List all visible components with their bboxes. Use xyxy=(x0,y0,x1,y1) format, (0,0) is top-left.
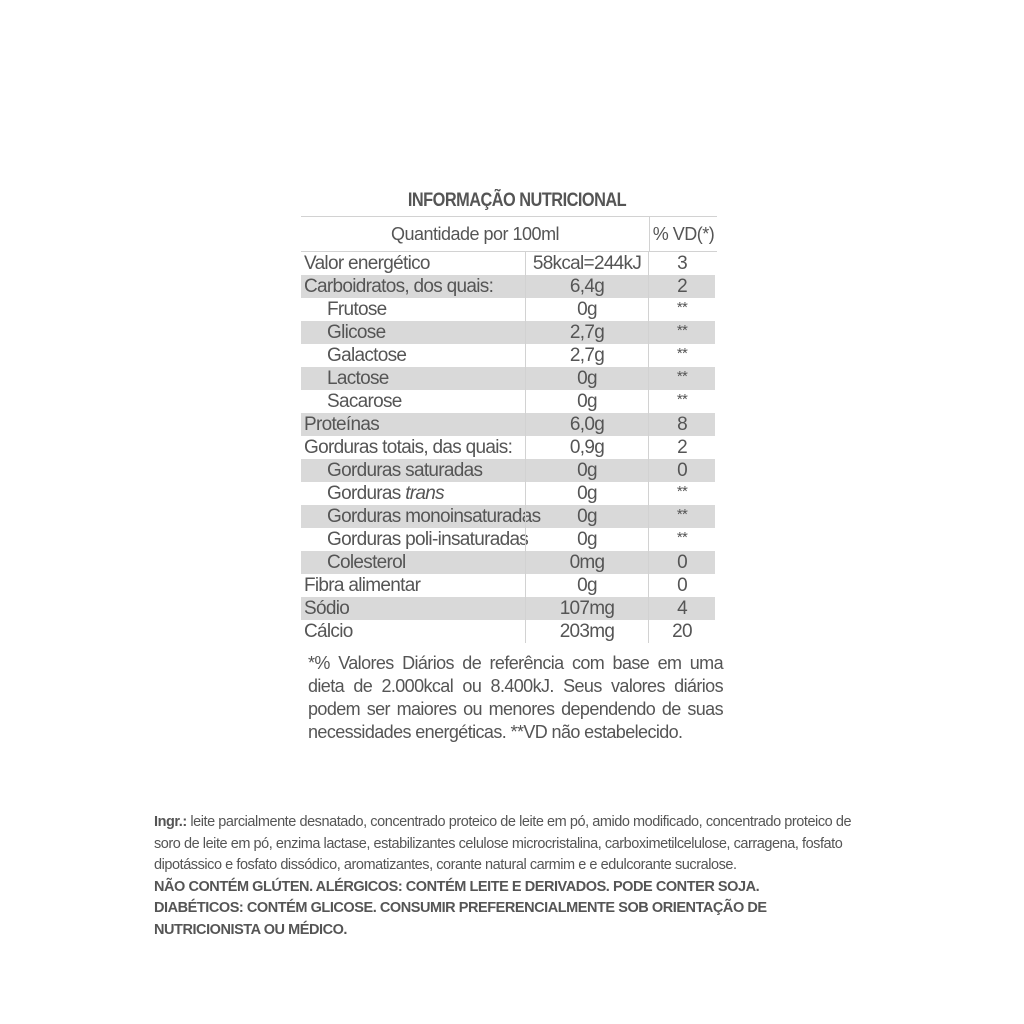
nutrient-name xyxy=(301,390,525,413)
ingredients-block xyxy=(154,812,874,941)
nutrient-vd: 8 xyxy=(677,414,687,435)
nutrient-name xyxy=(301,574,525,597)
nutrient-label: Cálcio xyxy=(304,621,353,642)
ingredients-label: Ingr.: xyxy=(154,814,187,830)
nutrient-label: Gorduras xyxy=(327,483,406,504)
nutrient-label: Gorduras saturadas xyxy=(327,460,483,481)
nutrient-label: Galactose xyxy=(327,345,407,366)
nutrient-vd: 0 xyxy=(677,460,687,481)
table-header xyxy=(301,216,717,252)
nutrient-amount: 2,7g xyxy=(525,344,649,367)
nutrient-vd: 2 xyxy=(677,276,687,297)
nutrient-name xyxy=(301,597,525,620)
nutrient-name xyxy=(301,298,525,321)
nutrient-amount: 2,7g xyxy=(525,321,649,344)
nutrient-vd: ** xyxy=(676,299,688,316)
vd-footnote: *% Valores Diários de referência com base em uma dieta de 2.000kcal ou 8.400kJ. Seus valores diários podem ser maiores ou menores dependendo de suas necessidades energéticas. **VD não estabelecido. xyxy=(308,653,723,742)
nutrient-name xyxy=(301,275,525,298)
nutrient-vd: 4 xyxy=(677,598,687,619)
nutrient-amount: 6,4g xyxy=(525,275,649,298)
nutrient-name xyxy=(301,505,541,528)
nutrient-label: Gorduras monoinsaturadas xyxy=(327,506,541,527)
nutrient-label: Proteínas xyxy=(304,414,380,435)
nutrient-amount: 203mg xyxy=(525,620,649,643)
nutrient-vd: 3 xyxy=(677,253,687,274)
nutrient-amount: 0g xyxy=(525,505,649,528)
table-row xyxy=(301,528,715,551)
nutrient-amount: 0g xyxy=(525,390,649,413)
nutrient-vd: ** xyxy=(676,322,688,339)
nutrient-name xyxy=(301,482,525,505)
nutrient-name xyxy=(301,528,529,551)
nutrient-label: Valor energético xyxy=(304,253,430,274)
nutrient-name xyxy=(301,367,525,390)
nutrient-label-italic: trans xyxy=(405,483,444,504)
nutrient-amount: 0g xyxy=(525,298,649,321)
nutrient-amount: 0g xyxy=(525,482,649,505)
header-vd: % VD(*) xyxy=(652,224,715,244)
table-row xyxy=(301,482,715,505)
table-row xyxy=(301,597,715,620)
table-body xyxy=(301,252,715,643)
table-row xyxy=(301,459,715,482)
nutrient-label: Gorduras totais, das quais: xyxy=(304,437,513,458)
nutrient-name xyxy=(301,459,525,482)
nutrient-amount: 0g xyxy=(525,459,649,482)
nutrient-vd: ** xyxy=(676,391,688,408)
nutrient-label: Sacarose xyxy=(327,391,402,412)
nutrient-name xyxy=(301,620,525,643)
table-row xyxy=(301,505,715,528)
table-row xyxy=(301,344,715,367)
nutrient-amount: 0g xyxy=(525,574,649,597)
header-portion: Quantidade por 100ml xyxy=(301,217,650,251)
nutrient-amount: 0mg xyxy=(525,551,649,574)
table-row xyxy=(301,367,715,390)
table-row xyxy=(301,298,715,321)
nutrient-vd: ** xyxy=(676,345,688,362)
nutrient-name xyxy=(301,413,525,436)
nutrient-vd: 20 xyxy=(672,621,692,642)
nutrient-amount: 107mg xyxy=(525,597,649,620)
nutrition-table xyxy=(301,186,723,643)
nutrition-title: INFORMAÇÃO NUTRICIONAL xyxy=(407,190,627,211)
nutrient-name xyxy=(301,436,525,459)
nutrient-vd: ** xyxy=(676,368,688,385)
table-row xyxy=(301,390,715,413)
table-row xyxy=(301,620,715,643)
nutrient-vd: ** xyxy=(676,483,688,500)
table-row xyxy=(301,321,715,344)
table-row xyxy=(301,275,715,298)
ingredients-text xyxy=(154,814,851,873)
nutrient-vd: 0 xyxy=(677,575,687,596)
nutrient-label: Fibra alimentar xyxy=(304,575,421,596)
table-row xyxy=(301,252,715,275)
table-row xyxy=(301,574,715,597)
table-row xyxy=(301,436,715,459)
nutrient-name xyxy=(301,551,525,574)
nutrient-vd: 2 xyxy=(677,437,687,458)
allergens-warning: NÃO CONTÉM GLÚTEN. ALÉRGICOS: CONTÉM LEITE E DERIVADOS. PODE CONTER SOJA. xyxy=(154,878,760,895)
nutrient-label: Sódio xyxy=(304,598,350,619)
nutrient-name xyxy=(301,321,525,344)
nutrient-amount: 0g xyxy=(525,528,649,551)
nutrient-vd: ** xyxy=(676,529,688,546)
nutrient-name xyxy=(301,344,525,367)
table-row xyxy=(301,551,715,574)
table-row xyxy=(301,413,715,436)
nutrient-label: Carboidratos, dos quais: xyxy=(304,276,494,297)
nutrient-label: Frutose xyxy=(327,299,387,320)
nutrient-amount: 6,0g xyxy=(525,413,649,436)
nutrient-amount: 0g xyxy=(525,367,649,390)
ingredients-list: leite parcialmente desnatado, concentrado proteico de leite em pó, amido modificado, concentrado proteico de soro de leite em pó, enzima lactase, estabilizantes celulose microcristalina, carboximetilcelulose, carragena, fosfato dipotássico e fosfato dissódico, aromatizantes, corante natural carmim e e edulcorante sucralose. xyxy=(154,814,852,873)
nutrient-amount: 0,9g xyxy=(525,436,649,459)
nutrient-vd: 0 xyxy=(677,552,687,573)
nutrient-label: Colesterol xyxy=(327,552,406,573)
nutrient-label: Gorduras poli-insaturadas xyxy=(327,529,529,550)
nutrient-label: Glicose xyxy=(327,322,386,343)
nutrient-amount: 58kcal=244kJ xyxy=(525,252,649,275)
nutrient-vd: ** xyxy=(676,506,688,523)
nutrient-label: Lactose xyxy=(327,368,389,389)
nutrient-name xyxy=(301,252,525,275)
diabetics-warning: DIABÉTICOS: CONTÉM GLICOSE. CONSUMIR PREFERENCIALMENTE SOB ORIENTAÇÃO DE NUTRICIONISTA OU MÉDICO. xyxy=(154,900,767,938)
